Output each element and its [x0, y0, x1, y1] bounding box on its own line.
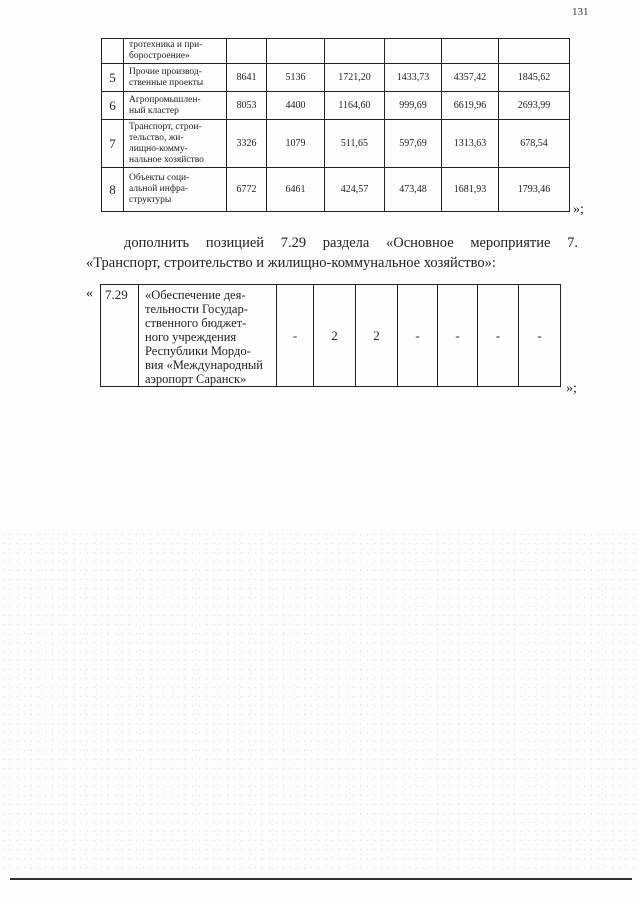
table2-opening-quote: « [86, 286, 93, 301]
row-value: 5136 [267, 64, 325, 92]
position-description: «Обеспечение дея- тельности Государ- ственного бюджет- ного учреждения Республики Мордо- вия «Международный аэропорт Саранск» [139, 285, 277, 387]
table-row [102, 92, 570, 120]
row-value [267, 39, 325, 64]
position-number: 7.29 [101, 285, 139, 387]
row-value: 1721,20 [325, 64, 385, 92]
row-number: 7 [102, 120, 124, 168]
row-value: 511,65 [325, 120, 385, 168]
table-row [102, 120, 570, 168]
table2-closing-quote: »; [566, 381, 577, 396]
position-value: - [277, 285, 314, 387]
scan-noise [0, 530, 639, 870]
paragraph-word: дополнить [124, 235, 190, 251]
position-value: 2 [356, 285, 398, 387]
row-value: 3326 [227, 120, 267, 168]
row-name: Транспорт, строи- тельство, жи- лищно-комму- нальное хозяйство [124, 120, 227, 168]
amendment-paragraph [86, 233, 578, 273]
row-value: 1164,60 [325, 92, 385, 120]
row-value: 1681,93 [442, 168, 499, 212]
position-value: - [478, 285, 519, 387]
row-name: Агропромышлен- ный кластер [124, 92, 227, 120]
paragraph-word: «Основное [386, 235, 454, 251]
position-value: 2 [314, 285, 356, 387]
row-value: 597,69 [385, 120, 442, 168]
row-number: 8 [102, 168, 124, 212]
row-value [499, 39, 570, 64]
row-number [102, 39, 124, 64]
table-row [102, 168, 570, 212]
row-value [442, 39, 499, 64]
row-value: 1433,73 [385, 64, 442, 92]
row-value [227, 39, 267, 64]
row-value: 4357,42 [442, 64, 499, 92]
row-name: тротехника и при- боростроение» [124, 39, 227, 64]
row-value: 6461 [267, 168, 325, 212]
paragraph-word: мероприятие [470, 235, 551, 251]
row-value: 473,48 [385, 168, 442, 212]
row-value: 2693,99 [499, 92, 570, 120]
row-name: Объекты соци- альной инфра- структуры [124, 168, 227, 212]
position-value: - [438, 285, 478, 387]
row-value: 678,54 [499, 120, 570, 168]
row-value: 6772 [227, 168, 267, 212]
table-row [102, 39, 570, 64]
position-value: - [519, 285, 561, 387]
row-value: 999,69 [385, 92, 442, 120]
row-number: 6 [102, 92, 124, 120]
indicators-table [101, 38, 570, 212]
paragraph-word: позицией [205, 235, 265, 251]
position-729-table [100, 284, 561, 387]
row-value [385, 39, 442, 64]
row-value: 424,57 [325, 168, 385, 212]
row-value: 4400 [267, 92, 325, 120]
table-row [101, 285, 561, 387]
table-row [102, 64, 570, 92]
paragraph-word: раздела [322, 235, 370, 251]
row-value: 6619,96 [442, 92, 499, 120]
row-value: 8641 [227, 64, 267, 92]
table1-closing-quote: »; [573, 202, 584, 217]
page-number: 131 [572, 6, 589, 18]
row-name: Прочие производ- ственные проекты [124, 64, 227, 92]
row-value: 1793,46 [499, 168, 570, 212]
row-number: 5 [102, 64, 124, 92]
row-value: 1079 [267, 120, 325, 168]
row-value: 1313,63 [442, 120, 499, 168]
bottom-rule [10, 878, 632, 880]
paragraph-line-2: «Транспорт, строительство и жилищно-коммунальное хозяйство»: [86, 255, 496, 271]
row-value: 8053 [227, 92, 267, 120]
paragraph-line-1 [86, 233, 578, 253]
row-value: 1845,62 [499, 64, 570, 92]
paragraph-word: 7.29 [280, 235, 307, 251]
row-value [325, 39, 385, 64]
paragraph-word: 7. [567, 235, 578, 251]
position-value: - [398, 285, 438, 387]
